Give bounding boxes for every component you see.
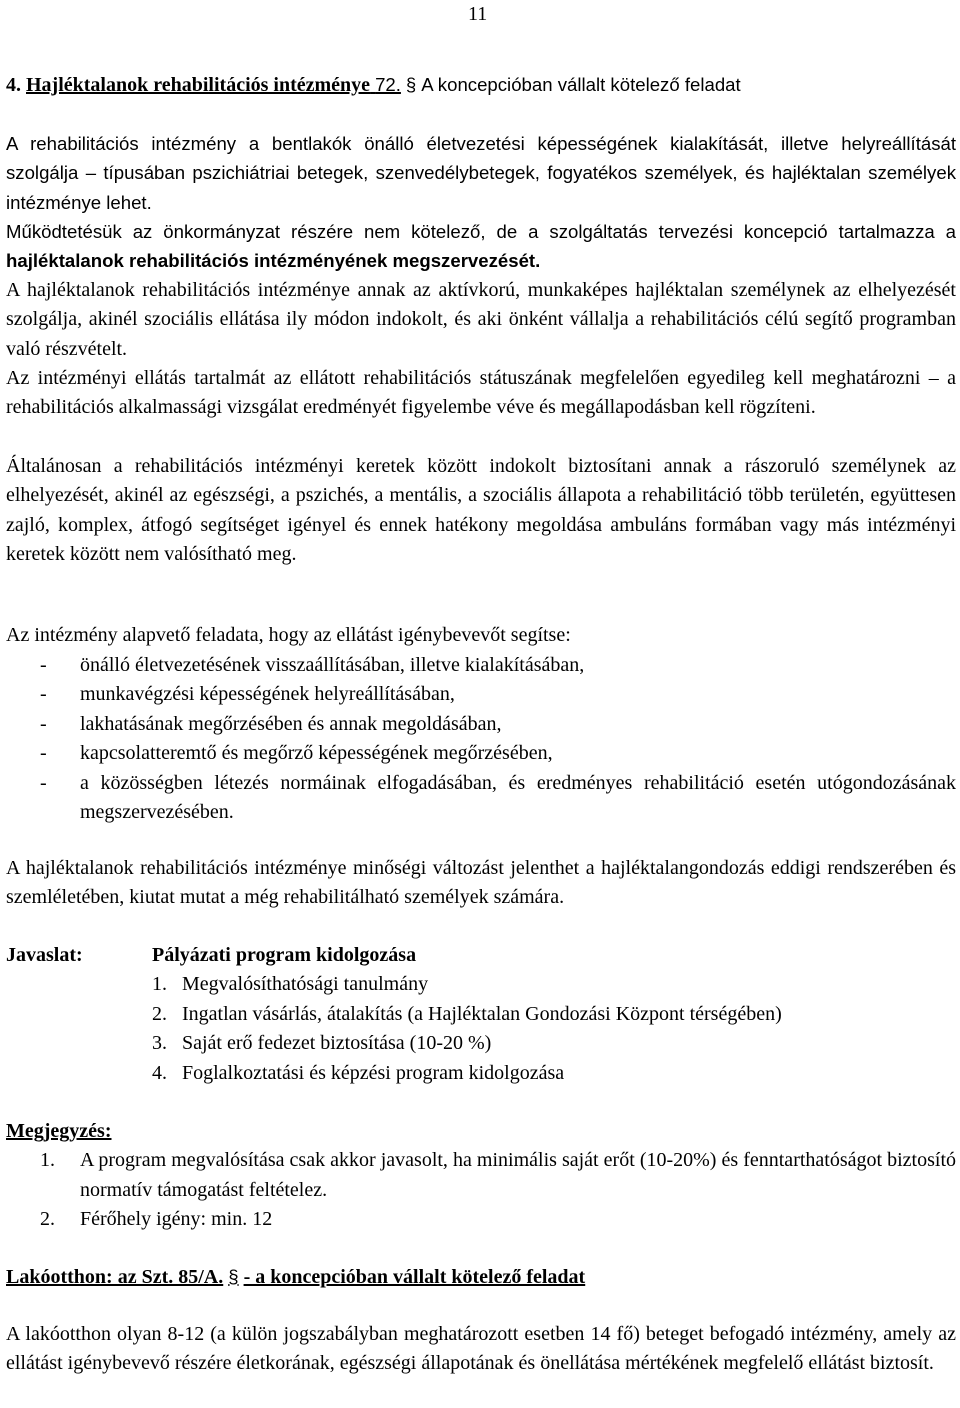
proposal-body — [152, 941, 956, 1088]
paragraph-intro: A rehabilitációs intézmény a bentlakók önálló életvezetési képességének kialakítását, illetve helyreállítását szolgálja – típusában pszichiátriai betegek, szenvedélybetegek, fogyatékos személyek, és hajléktalan személyek intézménye lehet. — [6, 133, 956, 213]
notes-label: Megjegyzés: — [6, 1120, 112, 1142]
proposal-label: Javaslat: — [6, 944, 83, 966]
proposal-title: Pályázati program kidolgozása — [152, 944, 417, 966]
list-item-text: lakhatásának megőrzésében és annak megoldásában, — [80, 712, 502, 735]
item-number: 2. — [152, 1002, 167, 1025]
proposal-item — [152, 1000, 956, 1029]
list-item — [6, 651, 956, 680]
paragraph-quality: A hajléktalanok rehabilitációs intézménye minőségi változást jelenthet a hajléktalangondozás eddigi rendszerében és szemléletében, kiutat mutat a még rehabilitálható személyek számára. — [6, 857, 956, 909]
list-marker: - — [40, 712, 47, 735]
item-number: 1. — [152, 973, 167, 996]
item-number: 3. — [152, 1032, 167, 1055]
note-item — [6, 1205, 956, 1234]
item-text: Ingatlan vásárlás, átalakítás (a Hajléktalan Gondozási Központ térségében) — [182, 1002, 782, 1025]
item-number: 4. — [152, 1061, 167, 1084]
proposal-item — [152, 970, 956, 999]
paragraph-general: Általánosan a rehabilitációs intézményi keretek között indokolt biztosítani annak a rászoruló személynek az elhelyezését, akinél az egészségi, a pszichés, a mentális, a szociális állapota a rehabilitáció több területén, együttesen zajló, komplex, átfogó segítséget igényel és ennek hatékony megoldása ambuláns formában vagy más intézményi keretek között nem valósítható meg. — [6, 455, 956, 566]
paragraph-operation — [6, 217, 956, 276]
list-item — [6, 769, 956, 828]
paragraph-operation-text: Működtetésük az önkormányzat részére nem kötelező, de a szolgáltatás tervezési koncepció tartalmazza a — [6, 221, 956, 242]
item-number: 1. — [40, 1149, 55, 1172]
list-item-text: önálló életvezetésének visszaállításában, illetve kialakításában, — [80, 654, 585, 676]
heading-title: Hajléktalanok rehabilitációs intézménye — [26, 74, 371, 96]
list-item — [6, 710, 956, 739]
heading-section-ref: 72. — [375, 74, 401, 95]
paragraph-operation-bold: hajléktalanok rehabilitációs intézményének megszervezését. — [6, 250, 541, 272]
paragraph-purpose: A hajléktalanok rehabilitációs intézménye annak az aktívkorú, munkaképes hajléktalan személynek az elhelyezését szolgálja, akinél szociális ellátása ily módon indokolt, és aki önként vállalja a rehabilitációs célú segítő programban való részvételt. — [6, 279, 956, 360]
lako-heading-right: - a koncepcióban vállalt kötelező feladat — [243, 1266, 586, 1288]
heading-rest: A koncepcióban vállalt kötelező feladat — [421, 74, 741, 95]
proposal-item — [152, 1059, 956, 1088]
page-number: 11 — [468, 3, 488, 25]
proposal-item — [152, 1029, 956, 1058]
tasks-list — [6, 651, 956, 827]
list-item — [6, 680, 956, 709]
list-item-text: a közösségben létezés normáinak elfogadásában, és eredményes rehabilitáció esetén utógondozásának megszervezésében. — [80, 771, 956, 824]
lako-heading-left: Lakóotthon: az Szt. 85/A. — [6, 1266, 224, 1288]
tasks-intro: Az intézmény alapvető feladata, hogy az ellátást igénybevevőt segítse: — [6, 624, 571, 646]
heading-number: 4. — [6, 74, 21, 96]
item-text: Saját erő fedezet biztosítása (10-20 %) — [182, 1032, 492, 1055]
item-text: Férőhely igény: min. 12 — [80, 1208, 273, 1231]
paragraph-lakootthon: A lakóotthon olyan 8-12 (a külön jogszabályban meghatározott esetben 14 fő) beteget befogadó intézmény, amely az ellátást igénybevevő részére életkorának, egészségi állapotának és önellátása mértékének megfelelő ellátást biztosít. — [6, 1323, 956, 1375]
item-text: A program megvalósítása csak akkor javasolt, ha minimális saját erőt (10-20%) és fenntarthatóságot biztosító normatív támogatást feltételez. — [80, 1149, 956, 1201]
paragraph-content: Az intézményi ellátás tartalmát az ellátott rehabilitációs státuszának megfelelően egyedileg kell meghatározni – a rehabilitációs alkalmassági vizsgálat eredményét figyelembe véve és megállapodásban kell rögzíteni. — [6, 367, 956, 419]
heading-section-sign: § — [405, 74, 417, 95]
list-marker: - — [40, 654, 47, 676]
lako-heading — [6, 1262, 956, 1292]
list-item — [6, 739, 956, 768]
note-item — [6, 1146, 956, 1205]
lako-heading-section-sign: § — [228, 1266, 239, 1287]
list-marker: - — [40, 683, 47, 706]
list-item-text: munkavégzési képességének helyreállításában, — [80, 683, 455, 706]
list-marker: - — [40, 771, 47, 794]
proposal-section — [6, 941, 956, 1088]
item-number: 2. — [40, 1208, 55, 1231]
item-text: Foglalkoztatási és képzési program kidolgozása — [182, 1061, 565, 1084]
item-text: Megvalósíthatósági tanulmány — [182, 973, 429, 996]
section-heading — [6, 70, 956, 100]
notes-section — [6, 1117, 956, 1235]
list-item-text: kapcsolatteremtő és megőrző képességének megőrzésében, — [80, 742, 553, 765]
list-marker: - — [40, 742, 47, 765]
